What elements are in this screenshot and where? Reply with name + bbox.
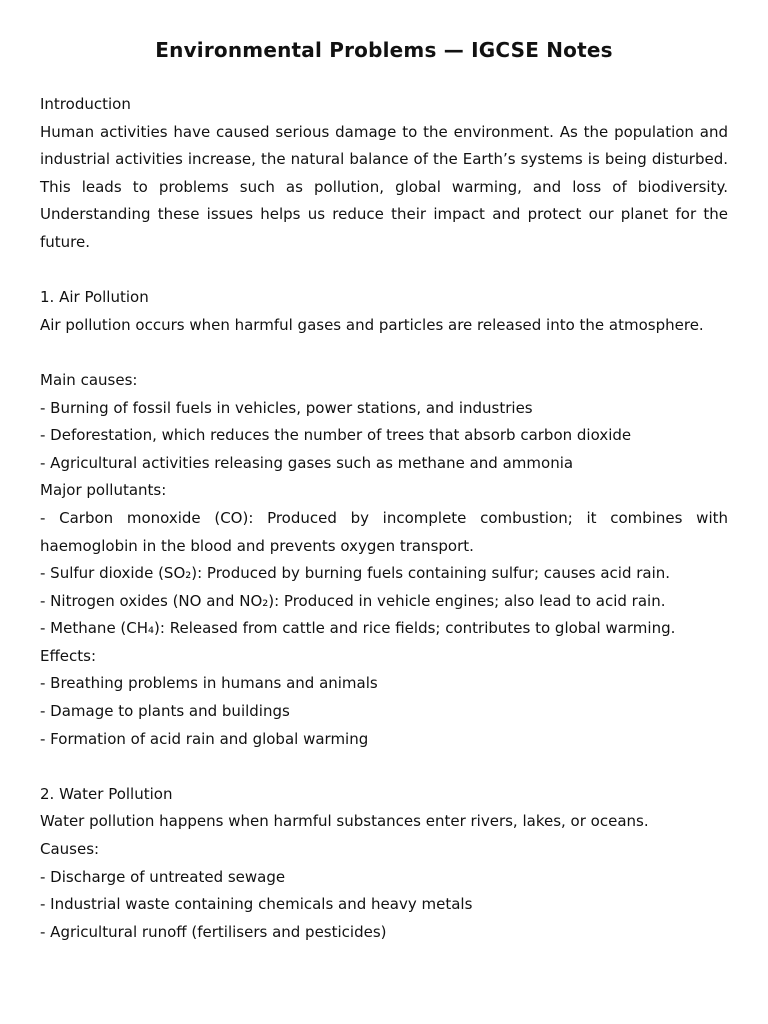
- water-pollution-section: [40, 781, 728, 947]
- list-item: - Burning of fossil fuels in vehicles, power stations, and industries: [40, 398, 533, 417]
- air-pollution-section: [40, 284, 728, 753]
- introduction-heading: Introduction: [40, 95, 131, 113]
- list-item: - Deforestation, which reduces the number of trees that absorb carbon dioxide: [40, 426, 632, 445]
- water-pollution-heading: 2. Water Pollution: [40, 784, 173, 803]
- major-pollutants-heading: Major pollutants:: [40, 481, 167, 500]
- main-causes-heading: Main causes:: [40, 370, 138, 389]
- spacer: [40, 339, 728, 367]
- effects-heading: Effects:: [40, 646, 97, 665]
- air-pollution-definition: Air pollution occurs when harmful gases and particles are released into the atmosphere.: [40, 315, 704, 334]
- list-item: - Breathing problems in humans and animals: [40, 674, 378, 693]
- document-title: Environmental Problems — IGCSE Notes: [155, 38, 613, 62]
- spacer: [40, 753, 728, 781]
- list-item: - Agricultural activities releasing gases such as methane and ammonia: [40, 453, 574, 472]
- spacer: [40, 257, 728, 285]
- list-item: - Agricultural runoff (fertilisers and pesticides): [40, 922, 387, 941]
- introduction-text: Human activities have caused serious damage to the environment. As the population and industrial activities increase, the natural balance of the Earth’s systems is being disturbed. This leads to problems such as pollution, global warming, and loss of biodiversity. Understanding these issues helps us reduce their impact and protect our planet for the future.: [40, 122, 728, 251]
- list-item: - Industrial waste containing chemicals and heavy metals: [40, 895, 473, 914]
- list-item: - Carbon monoxide (CO): Produced by incomplete combustion; it combines with haemoglobin in the blood and prevents oxygen transport.: [40, 508, 728, 555]
- causes-heading: Causes:: [40, 840, 100, 859]
- introduction-section: [40, 91, 728, 257]
- list-item: - Nitrogen oxides (NO and NO₂): Produced in vehicle engines; also lead to acid rain.: [40, 591, 666, 610]
- list-item: - Formation of acid rain and global warming: [40, 729, 369, 748]
- water-pollution-definition: Water pollution happens when harmful substances enter rivers, lakes, or oceans.: [40, 812, 649, 831]
- list-item: - Methane (CH₄): Released from cattle and rice fields; contributes to global warming.: [40, 619, 676, 638]
- list-item: - Sulfur dioxide (SO₂): Produced by burning fuels containing sulfur; causes acid rain.: [40, 564, 671, 583]
- air-pollution-heading: 1. Air Pollution: [40, 288, 149, 307]
- list-item: - Damage to plants and buildings: [40, 702, 290, 721]
- list-item: - Discharge of untreated sewage: [40, 867, 286, 886]
